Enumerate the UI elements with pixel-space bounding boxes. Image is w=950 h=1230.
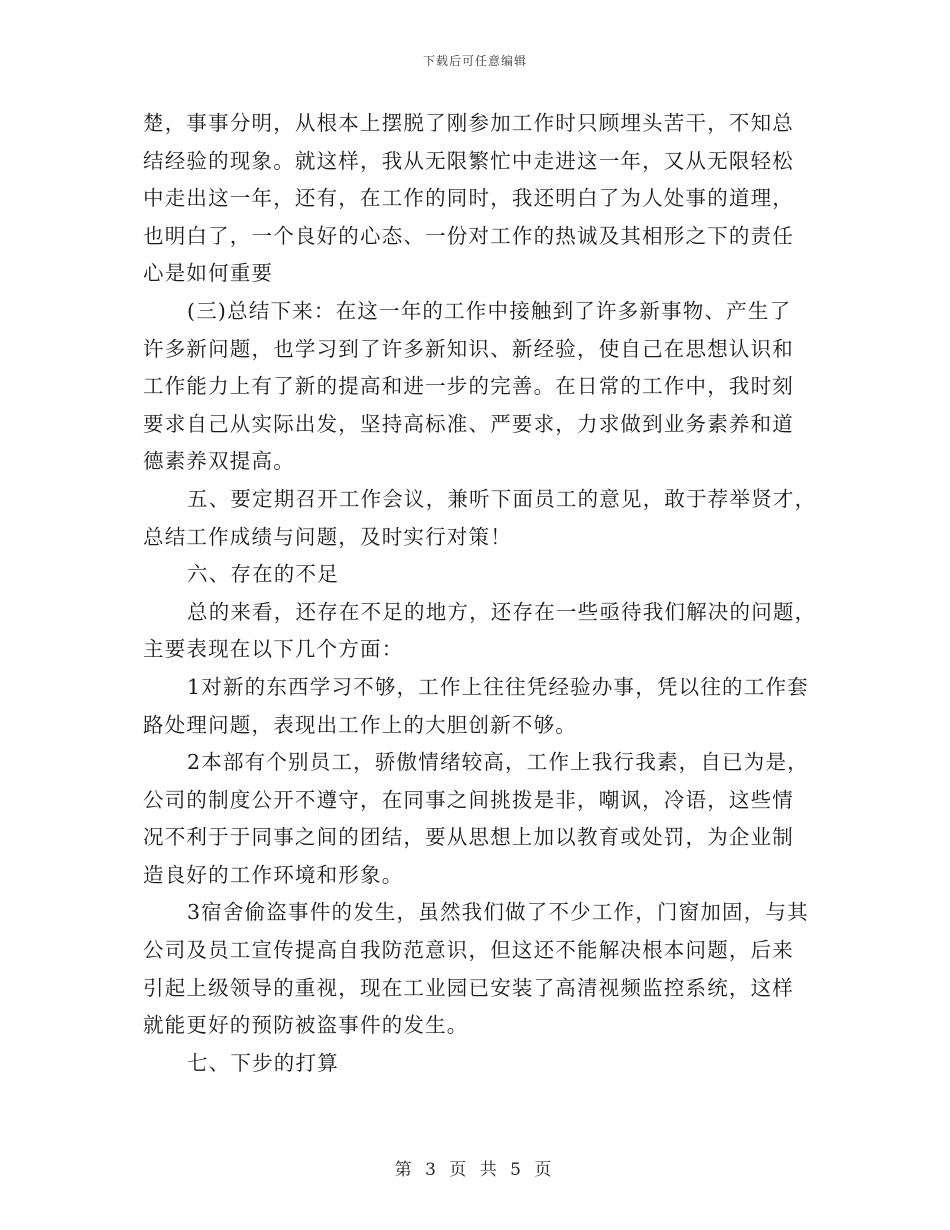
text-line: 心是如何重要	[143, 261, 274, 286]
paragraph-start-line: 五、要定期召开工作会议，兼听下面员工的意见，敢于荐举贤才，	[187, 486, 817, 511]
text-line: 主要表现在以下几个方面：	[143, 637, 404, 662]
text-line: 许多新问题，也学习到了许多新知识、新经验，使自己在思想认识和	[143, 336, 794, 361]
page-header: 下载后可任意编辑	[422, 54, 527, 68]
page-number-footer: 第 3 页 共 5 页	[394, 1160, 556, 1180]
text-line: 楚，事事分明，从根本上摆脱了刚参加工作时只顾埋头苦干，不知总	[143, 111, 794, 135]
text-line: 结经验的现象。就这样，我从无限繁忙中走进这一年，又从无限轻松	[143, 148, 794, 173]
text-line: 造良好的工作环境和形象。	[143, 862, 404, 887]
text-line: 德素养双提高。	[143, 449, 295, 474]
text-line: 就能更好的预防被盗事件的发生。	[143, 1013, 469, 1038]
text-line: 总结工作成绩与问题，及时实行对策！	[143, 524, 512, 549]
paragraph-start-line: (三)总结下来：在这一年的工作中接触到了许多新事物、产生了	[187, 298, 792, 323]
text-line: 引起上级领导的重视，现在工业园已安装了高清视频监控系统，这样	[143, 975, 794, 1000]
text-line: 工作能力上有了新的提高和进一步的完善。在日常的工作中，我时刻	[143, 374, 794, 399]
text-line: 公司及员工宣传提高自我防范意识，但这还不能解决根本问题，后来	[143, 938, 794, 963]
paragraph-start-line: 2本部有个别员工，骄傲情绪较高，工作上我行我素，自已为是，	[187, 750, 809, 775]
text-line: 中走出这一年，还有，在工作的同时，我还明白了为人处事的道理，	[143, 186, 794, 211]
document-body	[143, 105, 817, 1082]
section-heading: 七、下步的打算	[187, 1050, 339, 1075]
text-line: 公司的制度公开不遵守，在同事之间挑拨是非，嘲讽，冷语，这些情	[143, 787, 794, 812]
paragraph-start-line: 3宿舍偷盗事件的发生，虽然我们做了不少工作，门窗加固，与其	[187, 900, 809, 925]
text-line: 况不利于于同事之间的团结，要从思想上加以教育或处罚，为企业制	[143, 825, 794, 850]
section-heading: 六、存在的不足	[187, 562, 339, 587]
text-line: 也明白了，一个良好的心态、一份对工作的热诚及其相形之下的责任	[143, 223, 794, 248]
paragraph-start-line: 总的来看，还存在不足的地方，还存在一些亟待我们解决的问题，	[187, 599, 817, 624]
text-line: 路处理问题，表现出工作上的大胆创新不够。	[143, 712, 577, 737]
text-line: 要求自己从实际出发，坚持高标准、严要求，力求做到业务素养和道	[143, 411, 794, 436]
paragraph-start-line: 1对新的东西学习不够，工作上往往凭经验办事，凭以往的工作套	[187, 674, 809, 699]
